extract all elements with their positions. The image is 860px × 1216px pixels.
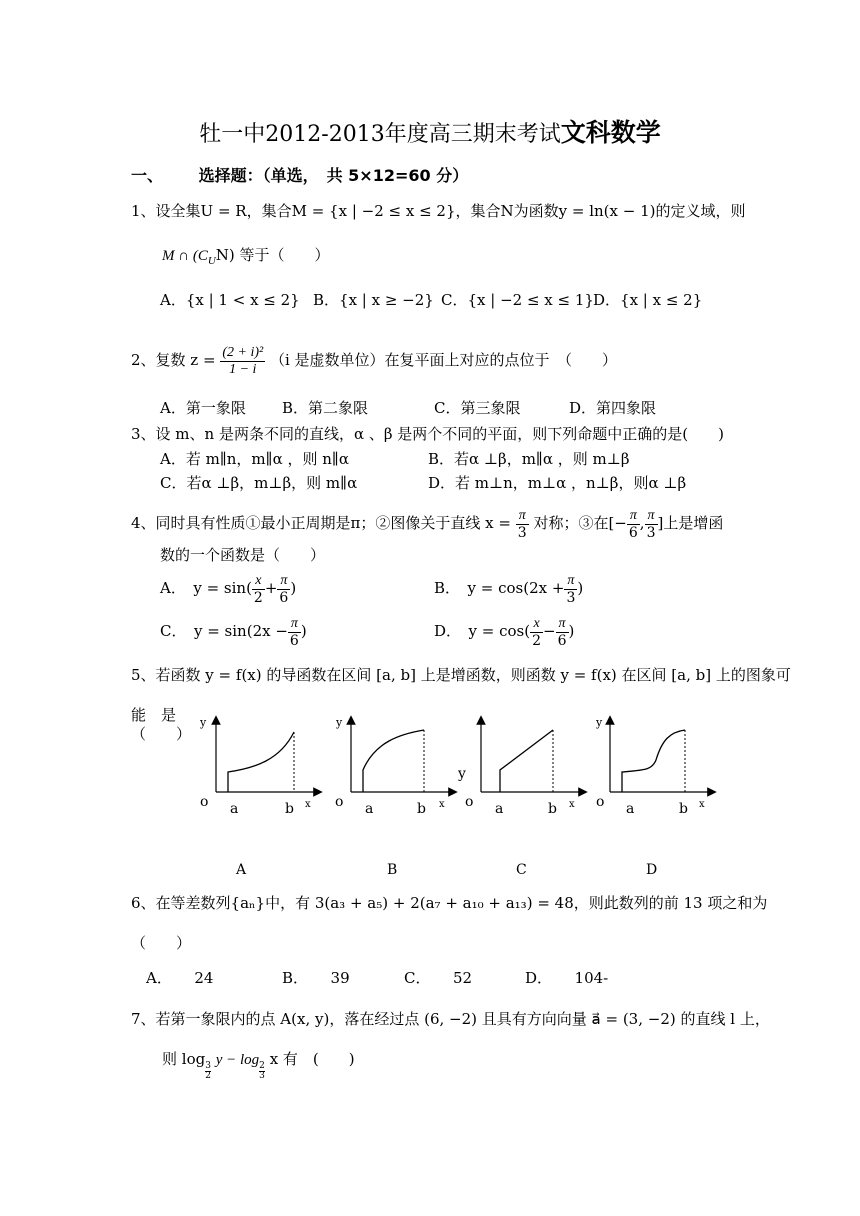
graph-d [610, 720, 712, 792]
q6-option-d: D． 104- [525, 969, 609, 987]
q4-option-c: C． y = sin(2x − $\frac{\pi}{6}$ ) [160, 615, 307, 649]
q1-stem: 1、设全集U = R，集合M = {x | −2 ≤ x ≤ 2}，集合N为函数y = ln(x − 1)的定义域，则 [131, 202, 746, 220]
graph-a-origin: o [200, 794, 209, 810]
q4-stem-line2: 数的一个函数是（ ） [160, 546, 326, 564]
q2-option-b: B．第二象限 [282, 399, 369, 417]
graph-b [351, 720, 453, 792]
q1-option-d: D．{x | x ≤ 2} [593, 291, 703, 309]
q6-answer-blank: （ ） [131, 934, 192, 952]
graph-c-origin: o [465, 794, 474, 810]
graph-label-a: A [236, 862, 247, 878]
graph-d-tick-a: a [626, 801, 635, 817]
q3-option-b: B．若α ⊥β，m∥α ，则 m⊥β [428, 450, 630, 468]
graph-d-y-label: y [596, 716, 603, 729]
q7-stem-line2: 则 log $\frac{3}{2}$ y − log $\frac{2}{3}$ x 有 ( ) [162, 1050, 355, 1081]
q6-stem: 6、在等差数列{aₙ}中，有 3(a₃ + a₅) + 2(a₇ + a₁₀ + a₁₃) = 48，则此数列的前 13 项之和为 [131, 894, 768, 912]
q2-option-d: D．第四象限 [569, 399, 657, 417]
graph-c [481, 720, 583, 792]
q1-stem-line2: M ∩ $(C_UN)$ 等于（ ） [162, 246, 330, 267]
q4-option-a: A． y = sin( $\frac{x}{2}$ + $\frac{\pi}{6}$ ) [160, 572, 297, 606]
q2-stem: 2、复数 z = $\frac{\text{(2 + i)²}}{1 - i}$ （i 是虚数单位）在复平面上对应的点位于 （ ） [131, 344, 618, 377]
graph-label-c: C [516, 862, 527, 878]
graph-a-tick-a: a [230, 801, 239, 817]
q5-stem-line2: 能 是 [131, 706, 177, 724]
graph-d-curve [622, 730, 685, 792]
graph-b-curve [363, 730, 424, 792]
graph-c-x-label: x [569, 799, 575, 810]
graph-c-tick-a: a [495, 801, 504, 817]
q4-option-d: D． y = cos( $\frac{x}{2}$ − $\frac{\pi}{6}$ ) [434, 615, 575, 649]
graph-c-tick-b: b [548, 801, 557, 817]
graph-c-line [500, 730, 553, 792]
graph-c-outer-y-label: y [458, 766, 466, 782]
graph-b-x-label: x [439, 799, 445, 810]
graph-a-y-label: y [200, 716, 207, 729]
title-prefix: 牡一中2012-2013年度高三期末考试 [199, 122, 561, 147]
q3-option-a: A．若 m∥n，m∥α ，则 n∥α [160, 450, 349, 468]
q2-fraction: $\frac{\text{(2 + i)²}}{1 - i}$ [222, 344, 264, 377]
q3-stem: 3、设 m、n 是两条不同的直线，α 、β 是两个不同的平面，则下列命题中正确的是( ) [131, 425, 725, 443]
graph-a [216, 720, 318, 792]
q4-stem: 4、同时具有性质①最小正周期是π；②图像关于直线 x = $\frac{\pi}{3}$ 对称；③在[− $\frac{\pi}{6}$ , $\frac{\pi}{3}$ ]上是增函 [131, 507, 724, 541]
graph-d-origin: o [596, 794, 605, 810]
graph-b-tick-b: b [417, 801, 426, 817]
graph-label-b: B [387, 862, 398, 878]
title-subject: 文科数学 [560, 118, 661, 147]
q1-option-b: B．{x | x ≥ −2} [313, 291, 434, 309]
q4-option-b: B． y = cos(2x + $\frac{\pi}{3}$ ) [434, 572, 584, 606]
graph-a-x-label: x [305, 799, 311, 810]
q7-stem: 7、若第一象限内的点 A(x, y)，落在经过点 (6, −2) 且具有方向向量 a⃗ = (3, −2) 的直线 l 上， [131, 1010, 770, 1028]
q3-option-c: C．若α ⊥β，m⊥β，则 m∥α [160, 474, 358, 492]
page-title [0, 113, 860, 149]
graph-label-d: D [646, 862, 658, 878]
q6-option-c: C． 52 [404, 969, 473, 987]
q6-option-b: B． 39 [282, 969, 350, 987]
section-title: 选择题：（单选， 共 5×12=60 分） [198, 166, 469, 185]
section-number: 一、 [131, 166, 164, 185]
graph-d-x-label: x [699, 799, 705, 810]
q1-option-a: A．{x | 1 < x ≤ 2} [160, 291, 300, 309]
graph-a-curve [228, 732, 294, 792]
q5-stem: 5、若函数 y = f(x) 的导函数在区间 [a, b] 上是增函数，则函数 y = f(x) 在区间 [a, b] 上的图象可 [131, 666, 791, 684]
graph-a-tick-b: b [285, 801, 294, 817]
q2-option-a: A．第一象限 [160, 399, 246, 417]
q2-option-c: C．第三象限 [434, 399, 521, 417]
graph-d-tick-b: b [679, 801, 688, 817]
graph-b-tick-a: a [365, 801, 374, 817]
section-heading [131, 166, 468, 186]
q3-option-d: D．若 m⊥n，m⊥α ，n⊥β，则α ⊥β [428, 474, 687, 492]
graph-b-y-label: y [336, 716, 343, 729]
q6-option-a: A． 24 [146, 969, 214, 987]
graph-b-origin: o [335, 794, 344, 810]
q1-option-c: C．{x | −2 ≤ x ≤ 1} [441, 291, 594, 309]
q5-answer-blank: （ ） [131, 725, 192, 743]
